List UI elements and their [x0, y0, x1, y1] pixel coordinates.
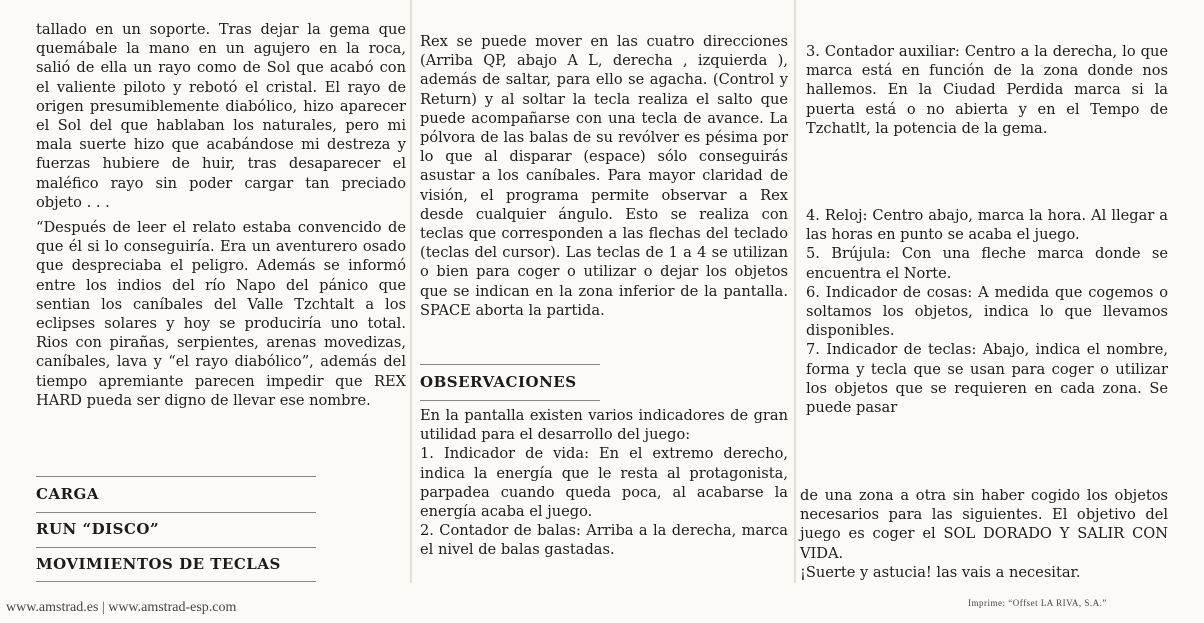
heading-carga: CARGA — [36, 485, 99, 503]
middle-column-text — [420, 32, 788, 320]
indicator-item-1: 1. Indicador de vida: En el extremo derecho, indica la energía que le resta al protagonista, parpadea cuando queda poca, al acabarse la energía acaba el juego. — [420, 445, 788, 521]
section-divider — [36, 512, 316, 513]
section-divider — [420, 364, 600, 365]
section-divider — [36, 547, 316, 548]
section-divider — [420, 400, 600, 401]
right-column-middle — [806, 206, 1168, 417]
middle-panel — [412, 6, 794, 593]
observaciones-text — [420, 406, 788, 560]
indicator-item-5: 5. Brújula: Con una fleche marca donde se encuentra el Norte. — [806, 245, 1168, 282]
section-divider — [36, 581, 316, 582]
heading-observaciones: OBSERVACIONES — [420, 373, 577, 391]
indicator-item-7: 7. Indicador de teclas: Abajo, indica el nombre, forma y tecla que se usan para coger o utilizar los objetos que se requieren en cada zona. Se puede pasar — [806, 341, 1168, 417]
indicator-item-3: 3. Contador auxiliar: Centro a la derecha, lo que marca está en función de la zona donde nos hallemos. En la Ciudad Perdida marca si la puerta está o no abierta y en el Tempo de Tzchatlt, la potencia de la gema. — [806, 43, 1168, 137]
heading-movimientos: MOVIMIENTOS DE TECLAS — [36, 555, 281, 573]
story-paragraph-2: “Después de leer el relato estaba convencido de que él si lo conseguiría. Era un aventurero osado que despreciaba el peligro. Además se informó entre los indios del río Napo del pánico que sentian los caníbales del Valle Tzchtalt a los eclipses solares y hoy se produciría uno total. Rios con pirañas, serpientes, arenas movedizas, caníbales, lava y “el rayo diabólico”, además del tiempo apremiante parecen impedir que REX HARD pueda ser digno de llevar ese nombre. — [36, 219, 406, 409]
closing-line: ¡Suerte y astucia! las vais a necesitar. — [800, 563, 1081, 581]
controls-paragraph: Rex se puede mover en las cuatro direcciones (Arriba QP, abajo A L, derecha , izquierda ), además de saltar, para ello se agacha. (Control y Return) y al soltar la tecla realiza el salto que puede acompañarse con una tecla de avance. La pólvora de las balas de su revólver es pésima por lo que al disparar (espace) sólo conseguirás asustar a los caníbales. Para mayor claridad de visión, el programa permite observar a Rex desde cualquier ángulo. Esto se realiza con teclas que corresponden a las flechas del teclado (teclas del cursor). Las teclas de 1 a 4 se utilizan o bien para coger o utilizar o dejar los objetos que se indican en la zona inferior de la pantalla. SPACE aborta la partida. — [420, 33, 788, 319]
indicator-item-4: 4. Reloj: Centro abajo, marca la hora. Al llegar a las horas en punto se acaba el juego. — [806, 207, 1168, 244]
left-panel — [4, 6, 410, 593]
run-command: RUN “DISCO” — [36, 520, 160, 538]
section-divider — [36, 476, 316, 477]
printer-credit: Imprime: “Offset LA RIVA, S.A.” — [968, 598, 1107, 608]
indicator-item-2: 2. Contador de balas: Arriba a la derecha, marca el nivel de balas gastadas. — [420, 522, 788, 559]
continuation-paragraph: de una zona a otra sin haber cogido los objetos necesarios para las siguientes. El objetivo del juego es coger el SOL DORADO Y SALIR CON VIDA. — [800, 487, 1168, 562]
observaciones-intro: En la pantalla existen varios indicadores de gran utilidad para el desarrollo del juego: — [420, 407, 788, 444]
left-column-text — [36, 20, 406, 410]
story-paragraph-1: tallado en un soporte. Tras dejar la gema que quemábale la mano en un agujero en la roca, salió de ella un rayo como de Sol que acabó con el valiente piloto y rebotó el cristal. El rayo de origen presumiblemente diabólico, hizo aparecer el Sol del que hablaban los naturales, pero mi mala suerte hizo que acabándose mi destreza y fuerzas hubiere de huir, tras desaparecer el maléfico rayo sin poder cargar tan preciado objeto . . . — [36, 21, 406, 211]
indicator-item-6: 6. Indicador de cosas: A medida que cogemos o soltamos los objetos, indica lo que llevamos disponibles. — [806, 283, 1168, 340]
right-panel — [796, 6, 1200, 593]
website-watermark: www.amstrad.es | www.amstrad-esp.com — [6, 600, 237, 615]
right-column-bottom — [800, 486, 1168, 582]
right-column-top — [806, 42, 1168, 138]
